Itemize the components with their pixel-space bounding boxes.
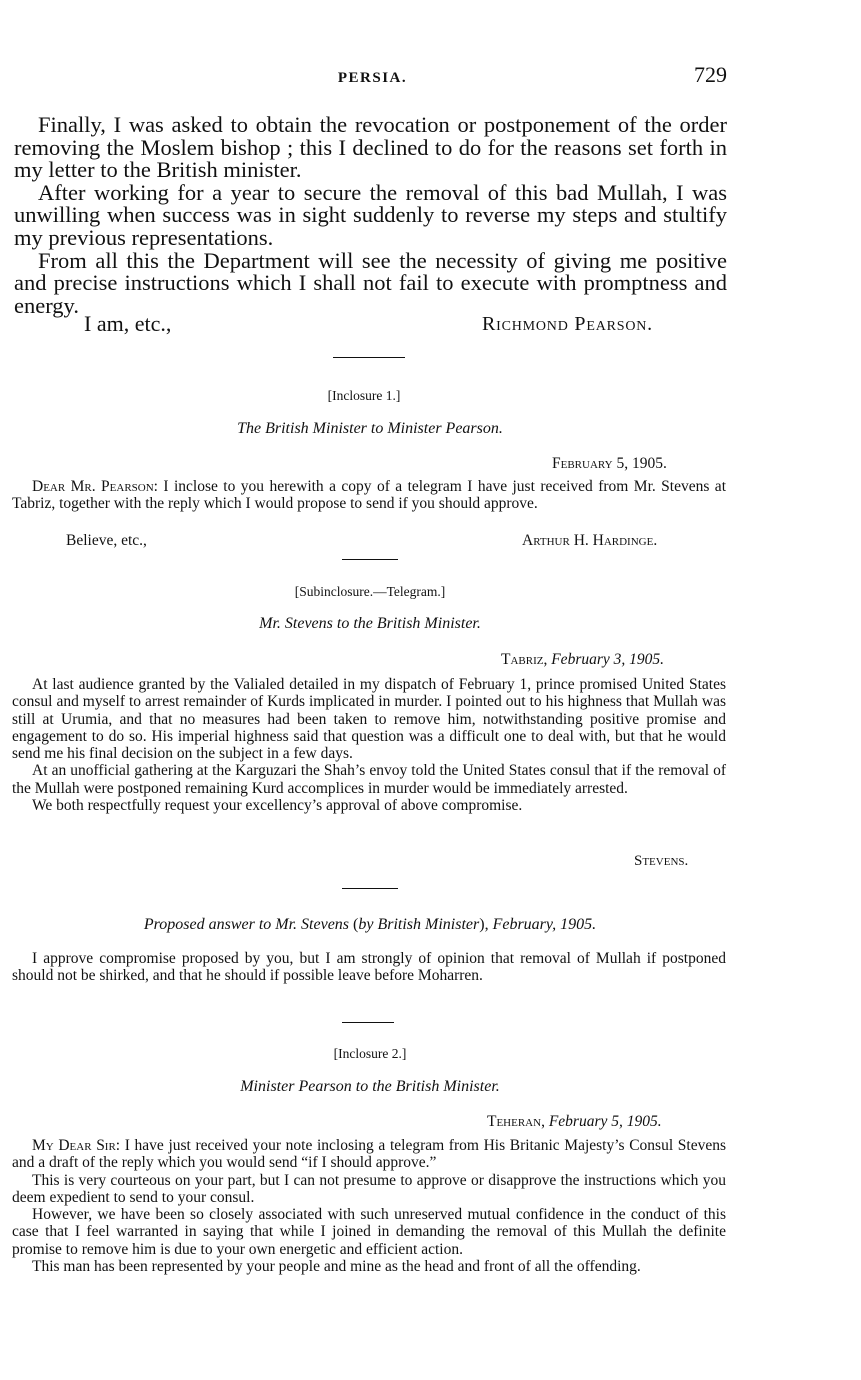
letter-paragraph: This is very courteous on your part, but I can not presume to approve or disapprove the instructions which you deem expedient to send to your consul. — [12, 1171, 726, 1206]
letter-signature: Richmond Pearson. — [482, 313, 653, 335]
heading-part: February, 1905. — [492, 916, 597, 933]
letter-paragraph: At an unofficial gathering at the Karguzari the Shah’s envoy told the United States consul that if the removal of the Mullah were postponed remaining Kurd accomplices in murder would be immediately arrested. — [12, 762, 726, 797]
date-text: February 3, 1905. — [547, 651, 665, 668]
inclosure1-body — [12, 478, 726, 513]
letter-paragraph: At last audience granted by the Valialed detailed in my dispatch of February 1, prince promised United States consul and myself to arrest remainder of Kurds implicated in murder. I pointed out to his highness that Mullah was still at Urumia, and that no measures had been taken to remove him, notwithstanding positive promise and engagement to do so. His imperial highness said that question was a difficult one to deal with, but that he would send me his final decision on the subject in a few days. — [12, 676, 726, 763]
letter-paragraph: From all this the Department will see the necessity of giving me positive and precise instructions which I shall not fail to execute with promptness and energy. — [14, 247, 727, 318]
heading-part: ( — [349, 916, 359, 933]
heading-part: Proposed answer to Mr. Stevens — [143, 916, 350, 933]
inclosure2-body — [12, 1137, 726, 1275]
letter-date — [501, 651, 664, 669]
letter-closing: I am, etc., — [84, 311, 172, 336]
proposed-answer-body — [12, 950, 726, 985]
date-place: Tabriz, — [501, 651, 548, 668]
letter-paragraph: Finally, I was asked to obtain the revocation or postponement of the order removing the Moslem bishop ; this I declined to do for the reasons set forth in my letter to the British minister. — [14, 112, 727, 183]
letter-date — [487, 1113, 662, 1131]
salutation: My Dear Sir: — [32, 1137, 121, 1154]
inclosure-heading: The British Minister to Minister Pearson. — [237, 420, 503, 437]
letter-paragraph: I approve compromise proposed by you, but I am strongly of opinion that removal of Mullah if postponed should not be shirked, and that he should if possible leave before Moharren. — [12, 950, 726, 985]
telegram-body — [12, 676, 726, 814]
inclosure-label: [Inclosure 1.] — [327, 388, 401, 403]
inclosure-heading: Minister Pearson to the British Minister. — [240, 1078, 500, 1095]
running-title: PERSIA. — [337, 70, 408, 86]
inclosure-heading: Mr. Stevens to the British Minister. — [259, 615, 481, 632]
letter-date: February 5, 1905. — [552, 455, 667, 472]
proposed-answer-heading — [0, 916, 740, 934]
section-divider — [342, 888, 398, 889]
heading-part: ), — [479, 916, 493, 933]
letter-signature: Stevens. — [634, 853, 689, 869]
inclosure-label: [Subinclosure.—Telegram.] — [294, 584, 446, 599]
letter-paragraph: However, we have been so closely associated with such unreserved mutual confidence in the conduct of this case that I feel warranted in saying that while I joined in demanding the removal of this Mullah the definite promise to remove him is due to your own energetic and efficient action. — [12, 1206, 726, 1258]
letter-closing: Believe, etc., — [66, 532, 147, 549]
letter-paragraph: After working for a year to secure the removal of this bad Mullah, I was unwilling when success was in sight suddenly to reverse my steps and stultify my previous representations. — [14, 179, 727, 250]
letter-paragraph — [12, 478, 726, 513]
letter-paragraph — [12, 1137, 726, 1172]
salutation: Dear Mr. Pearson: — [32, 478, 158, 495]
section-divider — [333, 357, 405, 358]
heading-part: by British Minister — [358, 916, 480, 933]
letter-paragraph: This man has been represented by your people and mine as the head and front of all the offending. — [32, 1258, 641, 1276]
inclosure-label: [Inclosure 2.] — [333, 1046, 407, 1061]
letter-text: I have just received your note inclosing a telegram from His Britanic Majesty’s Consul Stevens and a draft of the reply which you would send “if I should approve.” — [12, 1137, 726, 1172]
section-divider — [342, 559, 398, 560]
letter-body — [14, 114, 727, 317]
letter-paragraph: We both respectfully request your excellency’s approval of above compromise. — [32, 797, 523, 815]
page-number: 729 — [694, 62, 727, 87]
letter-signature: Arthur H. Hardinge. — [522, 532, 658, 549]
date-place: Teheran, — [487, 1113, 545, 1130]
section-divider — [342, 1022, 394, 1023]
letter-text: I inclose to you herewith a copy of a telegram I have just received from Mr. Stevens at Tabriz, together with the reply which I would propose to send if you should approve. — [12, 478, 726, 513]
date-text: February 5, 1905. — [544, 1113, 662, 1130]
